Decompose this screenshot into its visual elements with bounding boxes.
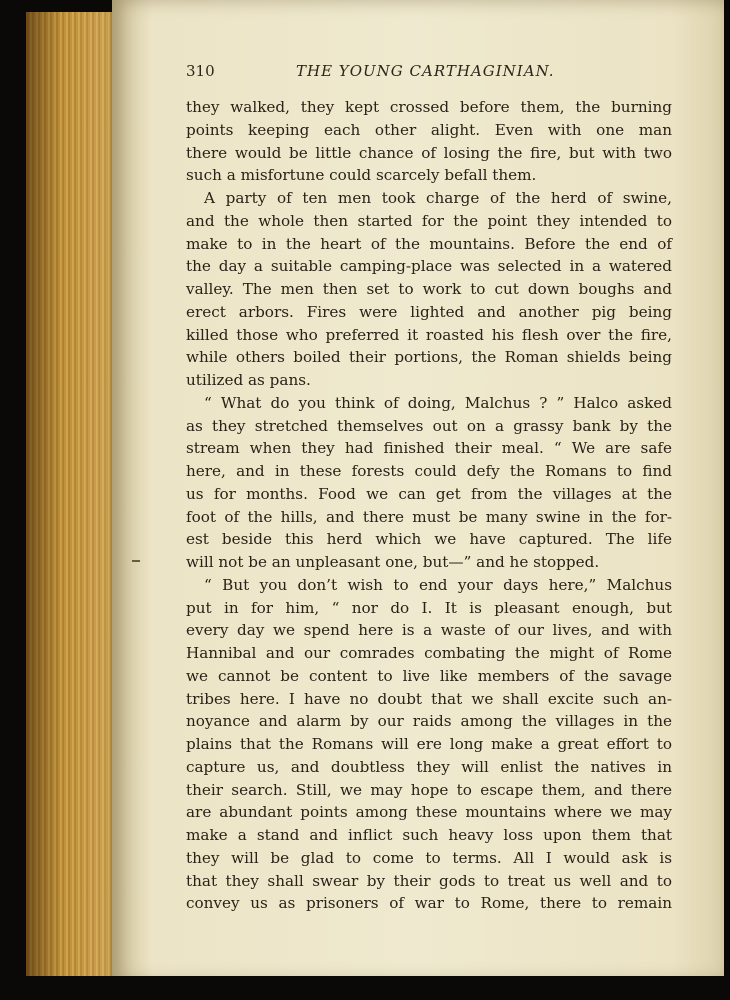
running-title: THE YOUNG CARTHAGINIAN. (296, 62, 555, 80)
text-line: erect arbors. Fires were lighted and another pig being (186, 302, 672, 321)
margin-mark (132, 560, 140, 562)
text-line: “ But you don’t wish to end your days here,” Malchus (204, 575, 672, 594)
text-line: make a stand and inflict such heavy loss upon them that (186, 826, 672, 844)
text-line: valley. The men then set to work to cut down boughs and (186, 280, 672, 298)
text-line: will not be an unpleasant one, but—” and he stopped. (186, 553, 600, 571)
text-line: such a misfortune could scarcely befall them. (186, 166, 537, 185)
text-line: here, and in these forests could defy the Romans to find (186, 462, 672, 480)
text-line: the day a suitable camping-place was selected in a watered (186, 257, 672, 276)
text-line: they walked, they kept crossed before them, the burning (186, 98, 672, 116)
text-line: that they shall swear by their gods to treat us well and to (186, 871, 672, 890)
text-line: every day we spend here is a waste of our lives, and with (186, 621, 672, 640)
text-line: put in for him, “ nor do I. It is pleasant enough, but (186, 598, 672, 617)
text-line: killed those who preferred it roasted his flesh over the fire, (186, 325, 672, 344)
text-line: points keeping each other alight. Even with one man (186, 120, 672, 139)
text-line: est beside this herd which we have captured. The life (186, 530, 672, 549)
text-line: capture us, and doubtless they will enlist the natives in (186, 757, 672, 776)
body-text (186, 96, 672, 915)
text-line: make to in the heart of the mountains. Before the end of (186, 234, 672, 253)
text-line: foot of the hills, and there must be many swine in the for- (186, 507, 672, 526)
page-number: 310 (186, 62, 215, 80)
text-line: they will be glad to come to terms. All I would ask is (186, 848, 672, 867)
text-line: us for months. Food we can get from the villages at the (186, 484, 672, 503)
text-line: there would be little chance of losing the fire, but with two (186, 143, 672, 162)
text-line: convey us as prisoners of war to Rome, there to remain (186, 894, 672, 913)
page-header (186, 62, 674, 86)
text-line: are abundant points among these mountains where we may (186, 803, 672, 822)
text-line: while others boiled their portions, the Roman shields being (186, 348, 672, 367)
text-line: we cannot be content to live like members of the savage (186, 666, 672, 685)
text-line: stream when they had finished their meal. “ We are safe (186, 439, 672, 458)
text-line: plains that the Romans will ere long make a great effort to (186, 735, 672, 753)
text-line: and the whole then started for the point they intended to (186, 211, 672, 230)
text-line: “ What do you think of doing, Malchus ? ” Halco asked (204, 393, 672, 412)
bottom-shadow (0, 976, 730, 1000)
text-line: as they stretched themselves out on a grassy bank by the (186, 416, 672, 435)
text-line: tribes here. I have no doubt that we shall excite such an- (186, 689, 672, 708)
text-line: Hannibal and our comrades combating the might of Rome (186, 644, 672, 662)
text-line: A party of ten men took charge of the herd of swine, (204, 189, 672, 207)
text-line: utilized as pans. (186, 371, 311, 389)
text-line: noyance and alarm by our raids among the villages in the (186, 712, 672, 731)
book-page-edges (26, 12, 125, 986)
text-line: their search. Still, we may hope to escape them, and there (186, 780, 672, 799)
